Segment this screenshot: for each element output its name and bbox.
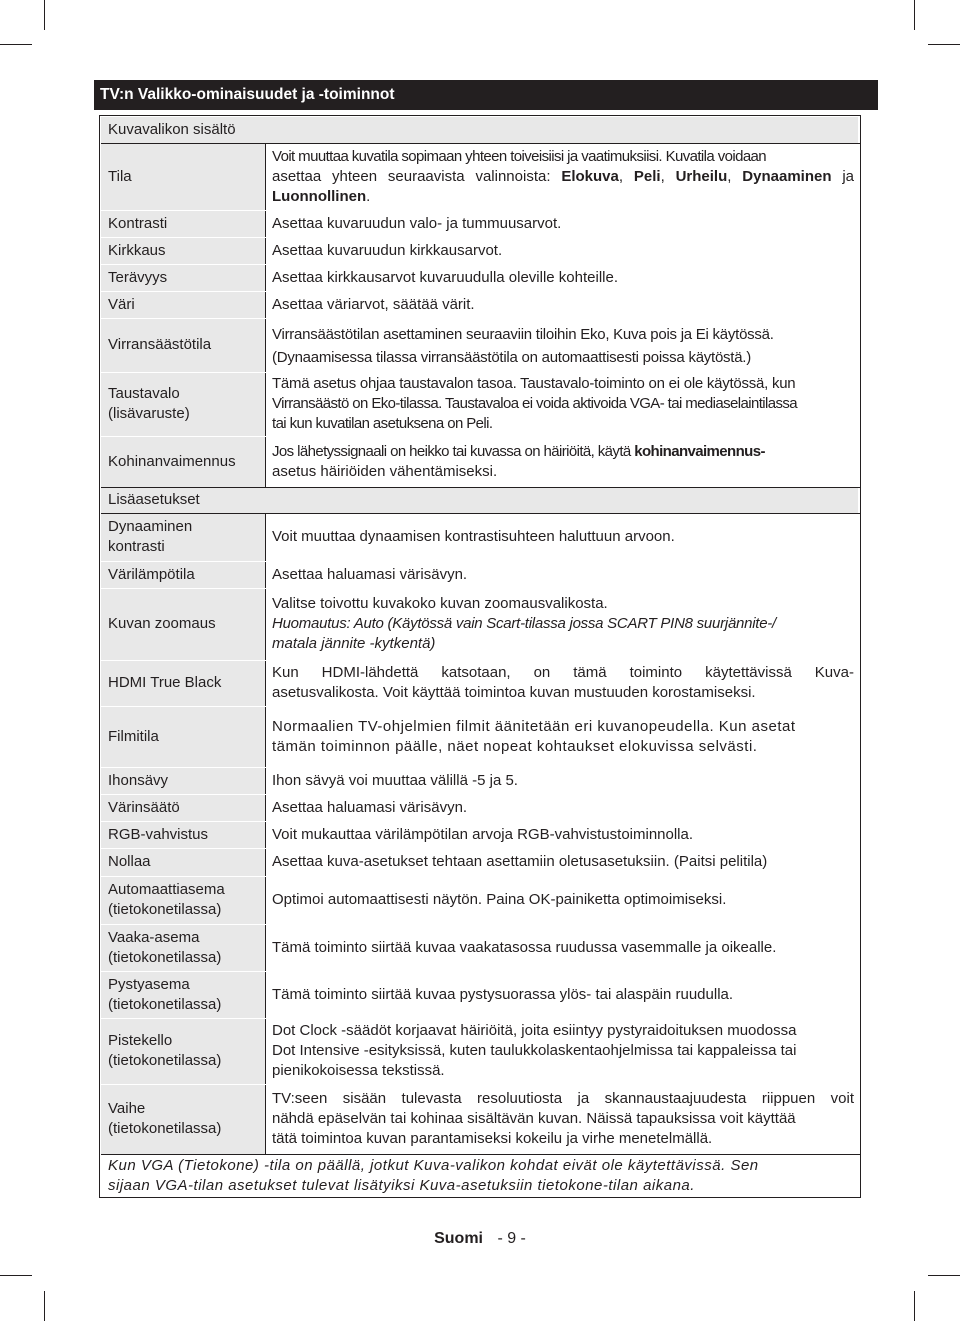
label-line: (tietokonetilassa) (108, 901, 222, 918)
desc-hdmi-true-black (265, 660, 860, 706)
desc-line: TV:seen sisään tulevasta resoluutiosta ja skannaustaajuudesta riippuen voit (272, 1090, 854, 1107)
language-label: Suomi (434, 1230, 483, 1247)
label-rgb-vahvistus: RGB-vahvistus (108, 825, 209, 843)
text: asettaa yhteen seuraavista valinnoista: (272, 168, 551, 185)
label-automaattiasema (101, 876, 265, 924)
desc-kuvan-zoomaus (265, 588, 860, 660)
crop-mark (914, 0, 915, 30)
label-line: Pistekello (108, 1032, 173, 1049)
text: Jos lähetyssignaali on heikko tai kuvassa on häiriöitä, käytä (272, 442, 631, 460)
label-hdmi-true-black: HDMI True Black (108, 674, 222, 691)
desc-line (272, 442, 854, 462)
desc-line: Virransäästötilan asettaminen seuraaviin tiloihin Eko, Kuva pois ja Ei käytössä. (272, 326, 774, 343)
crop-mark (928, 1275, 960, 1276)
desc-virransaasto (265, 320, 860, 372)
desc-vaaka-asema: Tämä toiminto siirtää kuvaa vaakatasossa ruudussa vasemmalle ja oikealle. (272, 938, 777, 956)
desc-varilampotila: Asettaa haluamasi värisävyn. (272, 565, 468, 583)
desc-teravyys: Asettaa kirkkausarvot kuvaruudulla oleville kohteille. (272, 268, 619, 286)
note-line: sijaan VGA-tilan asetukset tulevat lisätyiksi Kuva-asetuksiin tietokone-tilan aikana. (108, 1177, 695, 1194)
label-line: (tietokonetilassa) (108, 1052, 222, 1069)
desc-vaihe (265, 1084, 860, 1154)
desc-line: tätä toimintoa kuvan parantamiseksi kokeilu ja virhe menetelmällä. (272, 1130, 713, 1147)
label-tila: Tila (108, 168, 132, 185)
text: , (727, 168, 732, 185)
desc-line: Virransäästö on Eko-tilassa. Taustavaloa ei voida aktivoida VGA- tai mediaselaintilassa (272, 395, 798, 412)
desc-automaattiasema: Optimoi automaattisesti näytön. Paina OK-painiketta optimoimiseksi. (272, 891, 727, 908)
label-pystyasema (101, 971, 265, 1018)
desc-line: asetus häiriöiden vähentämiseksi. (272, 462, 498, 480)
label-kirkkaus: Kirkkaus (108, 241, 166, 259)
desc-line (272, 634, 854, 654)
desc-varinsaato: Asettaa haluamasi värisävyn. (272, 798, 468, 816)
option: Luonnollinen (272, 188, 367, 205)
label-line: Automaattiasema (108, 881, 225, 898)
page-number: - 9 - (497, 1230, 526, 1247)
text: , (660, 168, 665, 185)
label-line: (tietokonetilassa) (108, 948, 222, 966)
label-filmitila: Filmitila (108, 727, 159, 745)
desc-line: Valitse toivottu kuvakoko kuvan zoomausvalikosta. (272, 595, 608, 612)
label-line: Taustavalo (108, 385, 180, 402)
label-vaihe (101, 1084, 265, 1154)
label-varinsaato: Värinsäätö (108, 798, 180, 816)
label-line: Vaihe (108, 1100, 146, 1117)
text: , (618, 168, 624, 185)
text: . (366, 188, 371, 205)
label-line: Pystyasema (108, 975, 190, 993)
desc-line: tai kun kuvatilan asetuksena on Peli. (272, 415, 493, 432)
desc-dynaaminen-kontrasti: Voit muuttaa dynaamisen kontrastisuhteen haluttuun arvoon. (272, 528, 675, 545)
label-line: kontrasti (108, 538, 165, 555)
page-title: TV:n Valikko-ominaisuudet ja -toiminnot (94, 80, 878, 110)
desc-ihonsavy: Ihon sävyä voi muuttaa välillä -5 ja 5. (272, 771, 518, 789)
crop-mark (0, 1275, 32, 1276)
desc-line: Tämä asetus ohjaa taustavalon tasoa. Taustavalo-toiminto on ei ole käytössä, kun (272, 375, 796, 392)
desc-line: nähdä epäselvän tai kohinaa sisältävän kuvan. Näissä tapauksissa voit käyttää (272, 1110, 796, 1127)
label-taustavalo (101, 372, 265, 436)
desc-line: Kun HDMI-lähdettä katsotaan, on tämä toiminto käytettävissä Kuva- (272, 664, 854, 681)
label-kohinanvaimennus: Kohinanvaimennus (108, 452, 236, 470)
desc-kontrasti: Asettaa kuvaruudun valo- ja tummuusarvot. (272, 214, 562, 232)
text: ja (842, 168, 855, 185)
note: matala jännite -kytkentä) (272, 635, 436, 652)
label-line: (tietokonetilassa) (108, 1120, 222, 1137)
option: Elokuva (561, 168, 619, 185)
label-kontrasti: Kontrasti (108, 214, 168, 232)
desc-line (272, 614, 854, 634)
desc-taustavalo (265, 372, 860, 436)
desc-kirkkaus: Asettaa kuvaruudun kirkkausarvot. (272, 241, 503, 259)
option: Urheilu (675, 168, 728, 185)
label-line: (lisävaruste) (108, 405, 190, 422)
crop-mark (914, 1291, 915, 1321)
desc-kohinanvaimennus (265, 436, 860, 487)
label-ihonsavy: Ihonsävy (108, 771, 169, 789)
desc-line: (Dynaamisessa tilassa virransäästötila on automaattisesti poissa käytöstä.) (272, 349, 751, 366)
desc-nollaa: Asettaa kuva-asetukset tehtaan asettamiin oletusasetuksiin. (Paitsi pelitila) (272, 853, 768, 870)
keyword: kohinanvaimennus- (634, 442, 765, 460)
desc-line: Dot Clock -säädöt korjaavat häiriöitä, joita esiintyy pystyraidoituksen muodossa (272, 1022, 797, 1039)
label-line: Vaaka-asema (108, 928, 200, 946)
section-header-advanced: Lisäasetukset (108, 491, 200, 508)
desc-filmitila (265, 706, 860, 767)
crop-mark (0, 44, 32, 45)
vga-note (101, 1155, 858, 1197)
desc-line: tämän toiminnon päälle, näet nopeat kohtaukset elokuvissa selvästi. (272, 737, 758, 755)
crop-mark (44, 0, 45, 30)
label-teravyys: Terävyys (108, 268, 168, 286)
desc-line: pienikokoisessa tekstissä. (272, 1062, 445, 1079)
desc-line: asetusvalikosta. Voit käyttää toimintoa kuvan mustuuden korostamiseksi. (272, 684, 756, 701)
note: Huomautus: Auto (Käytössä vain Scart-tilassa jossa SCART PIN8 suurjännite-/ (272, 615, 776, 632)
desc-line: Dot Intensive -esityksissä, kuten taulukkolaskentaohjelmissa tai kappaleissa tai (272, 1042, 797, 1059)
label-kuvan-zoomaus: Kuvan zoomaus (108, 615, 216, 632)
option: Peli (633, 168, 661, 185)
crop-mark (44, 1291, 45, 1321)
page-footer (0, 1230, 960, 1248)
label-vari: Väri (108, 295, 135, 313)
desc-rgb-vahvistus: Voit mukauttaa värilämpötilan arvoja RGB-vahvistustoiminnolla. (272, 825, 694, 843)
label-pistekello (101, 1018, 265, 1084)
crop-mark (928, 44, 960, 45)
label-dynaaminen-kontrasti (101, 513, 265, 561)
label-varilampotila: Värilämpötila (108, 565, 195, 583)
label-nollaa: Nollaa (108, 853, 151, 870)
label-line: Dynaaminen (108, 518, 193, 535)
desc-tila (265, 144, 860, 210)
section-header-picture: Kuvavalikon sisältö (108, 121, 236, 138)
label-vaaka-asema (101, 924, 265, 971)
desc-line: Normaalien TV-ohjelmien filmit äänitetään eri kuvanopeudella. Kun asetat (272, 717, 796, 735)
desc-line (272, 187, 854, 207)
desc-pistekello (265, 1018, 860, 1084)
desc-line (272, 167, 854, 187)
label-virransaasto: Virransäästötila (108, 336, 212, 353)
option: Dynaaminen (742, 168, 832, 185)
desc-pystyasema: Tämä toiminto siirtää kuvaa pystysuorassa ylös- tai alaspäin ruudulla. (272, 985, 734, 1003)
desc-line: Voit muuttaa kuvatila sopimaan yhteen toiveisiisi ja vaatimuksiisi. Kuvatila voidaan (272, 148, 767, 165)
note-line: Kun VGA (Tietokone) -tila on päällä, jotkut Kuva-valikon kohdat eivät ole käytettävissä. Sen (108, 1157, 759, 1174)
desc-vari: Asettaa väriarvot, säätää värit. (272, 295, 475, 313)
label-line: (tietokonetilassa) (108, 995, 222, 1013)
